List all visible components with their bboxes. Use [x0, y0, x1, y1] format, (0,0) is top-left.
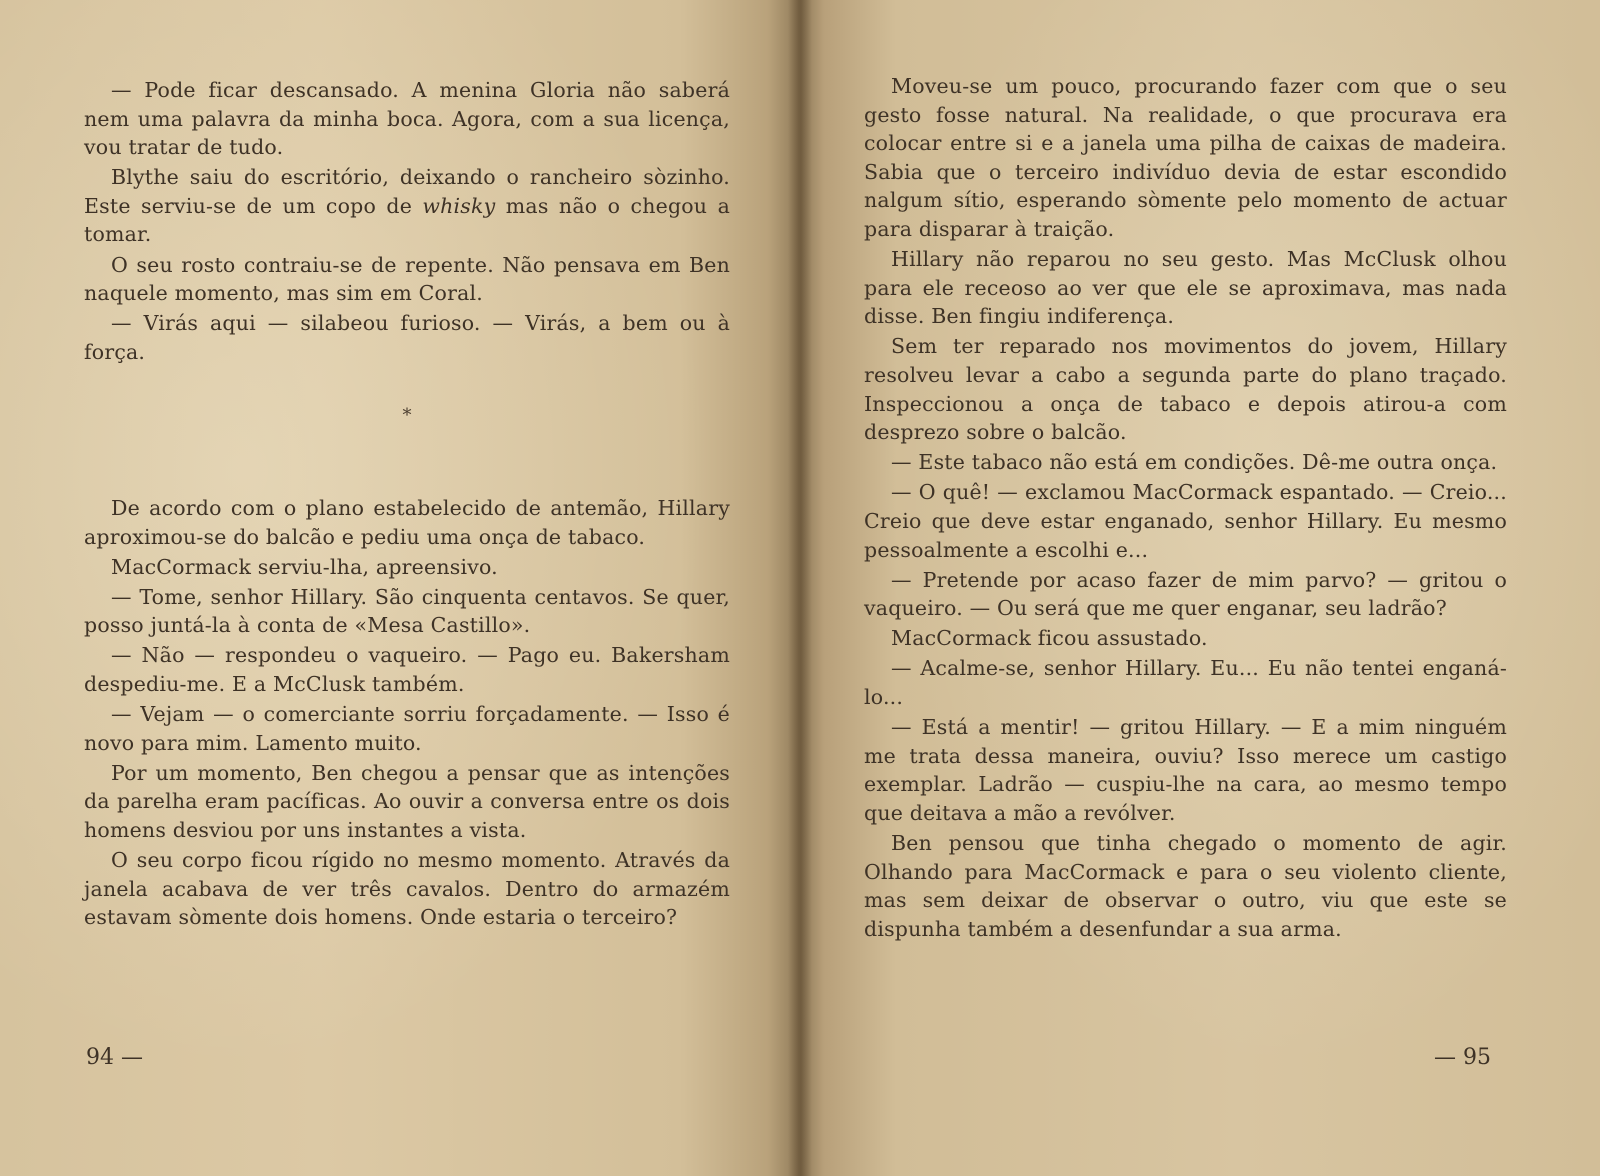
paragraph: — Virás aqui — silabeou furioso. — Virás, a bem ou à força. [84, 311, 730, 364]
paragraph [84, 163, 730, 249]
paragraph: O seu corpo ficou rígido no mesmo momento. Através da janela acabava de ver três cavalos. Dentro do armazém estavam sòmente dois homens. Onde estaria o terceiro? [84, 848, 730, 930]
left-page-text-block-1 [84, 76, 730, 368]
paragraph: — Acalme-se, senhor Hillary. Eu... Eu não tentei enganá-lo... [864, 656, 1507, 709]
paragraph: O seu rosto contraiu-se de repente. Não pensava em Ben naquele momento, mas sim em Coral. [84, 252, 730, 306]
paragraph: Moveu-se um pouco, procurando fazer com que o seu gesto fosse natural. Na realidade, o que procurava era colocar entre si e a janela uma pilha de caixas de madeira. Sabia que o terceiro indivíduo devia de estar escondido nalgum sítio, esperando sòmente pelo momento de actuar para disparar à traição. [864, 74, 1507, 241]
section-separator: * [402, 405, 412, 426]
paragraph: MacCormack serviu-lha, apreensivo. [111, 554, 498, 579]
paragraph: — Não — respondeu o vaqueiro. — Pago eu. Bakersham despediu-me. E a McClusk também. [84, 643, 730, 697]
paragraph: — Este tabaco não está em condições. Dê-me outra onça. [891, 450, 1498, 475]
paragraph: Por um momento, Ben chegou a pensar que as intenções da parelha eram pacíficas. Ao ouvir a conversa entre os dois homens desviou por uns instantes a vista. [84, 760, 730, 843]
paragraph: — Pode ficar descansado. A menina Gloria não saberá nem uma palavra da minha boca. Agora, com a sua licença, vou tratar de tudo. [84, 78, 730, 160]
paragraph: Ben pensou que tinha chegado o momento de agir. Olhando para MacCormack e para o seu violento cliente, mas sem deixar de observar o outro, viu que este se dispunha também a desenfundar a sua arma. [864, 830, 1507, 941]
paragraph: — Pretende por acaso fazer de mim parvo? — gritou o vaqueiro. — Ou será que me quer enganar, seu ladrão? [864, 567, 1507, 621]
right-page-text-block [864, 72, 1507, 945]
paragraph: — Tome, senhor Hillary. São cinquenta centavos. Se quer, posso juntá-la à conta de «Mesa Castillo». [84, 584, 730, 638]
page-number-right: — 95 [1434, 1045, 1491, 1070]
paragraph: Sem ter reparado nos movimentos do jovem, Hillary resolveu levar a cabo a segunda parte do plano traçado. Inspeccionou a onça de tabaco e depois atirou-a com desprezo sobre o balcão. [864, 334, 1507, 445]
italic-word: whisky [422, 193, 496, 218]
paragraph: De acordo com o plano estabelecido de antemão, Hillary aproximou-se do balcão e pediu uma onça de tabaco. [84, 496, 730, 549]
page-number-left: 94 — [86, 1045, 143, 1070]
paragraph: MacCormack ficou assustado. [891, 626, 1208, 651]
paragraph-text: mas não o chegou a tomar. [84, 193, 730, 247]
right-page [800, 0, 1600, 1176]
left-page-text-block-2 [84, 494, 730, 933]
paragraph: — Vejam — o comerciante sorriu forçadamente. — Isso é novo para mim. Lamento muito. [84, 702, 730, 755]
book-gutter [788, 0, 812, 1176]
paragraph-text: Blythe saiu do escritório, deixando o rancheiro sòzinho. Este serviu-se de um copo de [84, 165, 730, 218]
paragraph: — Está a mentir! — gritou Hillary. — E a mim ninguém me trata dessa maneira, ouviu? Isso merece um castigo exemplar. Ladrão — cuspiu-lhe na cara, ao mesmo tempo que deitava a mão a revólver. [864, 715, 1507, 825]
paragraph: — O quê! — exclamou MacCormack espantado. — Creio... Creio que deve estar enganado, senhor Hillary. Eu mesmo pessoalmente a escolhi e... [864, 480, 1507, 562]
paragraph: Hillary não reparou no seu gesto. Mas McClusk olhou para ele receoso ao ver que ele se aproximava, mas nada disse. Ben fingiu indiferença. [864, 247, 1507, 329]
